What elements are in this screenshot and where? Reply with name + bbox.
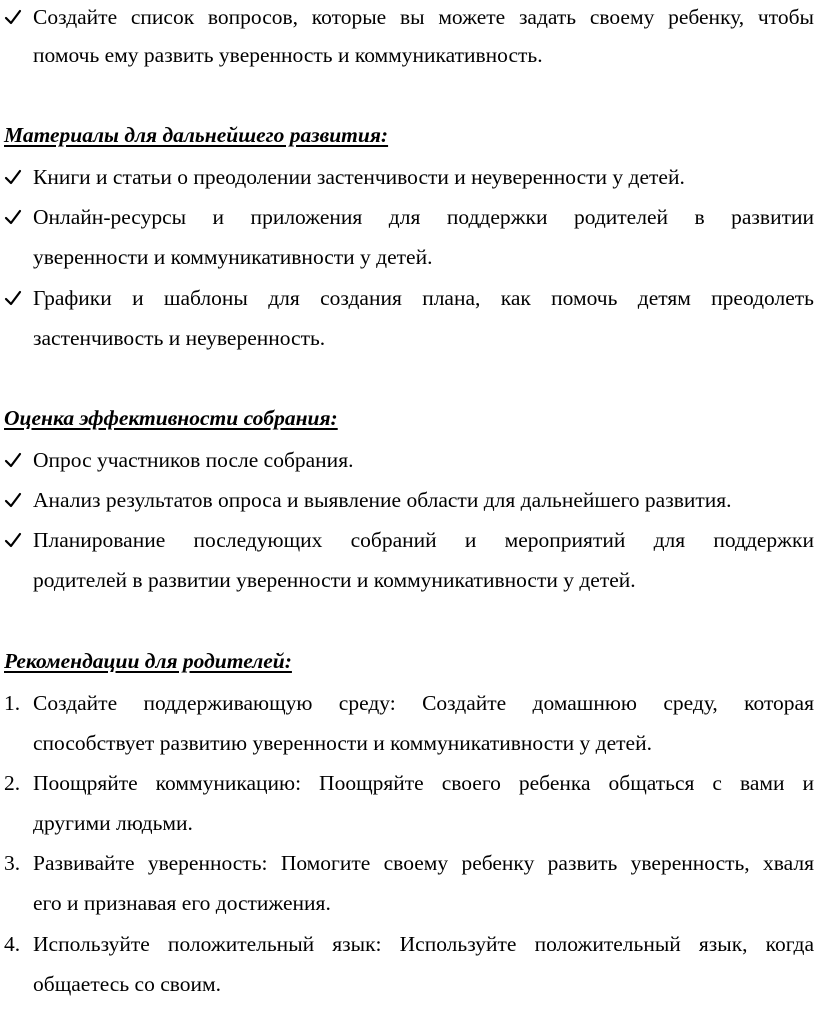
list-number: 1. — [4, 691, 21, 715]
evaluation-item-continued — [0, 560, 816, 600]
checkmark-icon — [4, 157, 28, 197]
section-heading: Рекомендации для родителей: — [4, 649, 292, 673]
item-text-line: Книги и статьи о преодолении застенчивости и неуверенности у детей. — [33, 165, 685, 189]
item-text-line: Онлайн-ресурсы и приложения для поддержки родителей в развитии — [33, 205, 814, 229]
list-number: 3. — [4, 851, 21, 875]
item-text-line: способствует развитию уверенности и коммуникативности у детей. — [33, 731, 652, 755]
materials-item-continued — [0, 237, 816, 277]
recommendation-item — [0, 763, 816, 803]
item-text-line: другими людьми. — [33, 811, 193, 835]
materials-item — [0, 278, 816, 318]
evaluation-item — [0, 440, 816, 480]
section-heading: Материалы для дальнейшего развития: — [4, 123, 389, 147]
checkmark-icon — [4, 520, 28, 560]
recommendation-item — [0, 683, 816, 723]
checkmark-icon — [4, 480, 28, 520]
item-text-line: Опрос участников после собрания. — [33, 448, 354, 472]
checkmark-icon — [4, 278, 28, 318]
section-heading-materials — [0, 115, 816, 155]
item-text-line: уверенности и коммуникативности у детей. — [33, 245, 433, 269]
list-number: 2. — [4, 771, 21, 795]
item-text-line: Создайте поддерживающую среду: Создайте домашнюю среду, которая — [33, 691, 814, 715]
recommendation-item-continued — [0, 723, 816, 763]
section-heading-recommendations — [0, 641, 816, 681]
evaluation-item — [0, 480, 816, 520]
item-text-line: Используйте положительный язык: Используйте положительный язык, когда — [33, 932, 814, 956]
checkmark-icon — [4, 0, 28, 37]
materials-item — [0, 157, 816, 197]
section-heading: Оценка эффективности собрания: — [4, 406, 338, 430]
section-heading-evaluation — [0, 398, 816, 438]
recommendation-item-continued — [0, 803, 816, 843]
materials-item-continued — [0, 318, 816, 358]
item-text-line: общаетесь со своим. — [33, 972, 221, 996]
intro-item — [0, 0, 816, 37]
item-text-line: Развивайте уверенность: Помогите своему ребенку развить уверенность, хваля — [33, 851, 814, 875]
recommendation-item — [0, 924, 816, 964]
item-text-line: Планирование последующих собраний и мероприятий для поддержки — [33, 528, 814, 552]
recommendation-item-continued — [0, 964, 816, 1004]
item-text-line: родителей в развитии уверенности и коммуникативности у детей. — [33, 568, 636, 592]
item-text-line: помочь ему развить уверенность и коммуникативность. — [33, 43, 543, 67]
item-text-line: Создайте список вопросов, которые вы можете задать своему ребенку, чтобы — [33, 5, 814, 29]
item-text-line: его и признавая его достижения. — [33, 891, 331, 915]
item-text-line: застенчивость и неуверенность. — [33, 326, 326, 350]
list-number: 4. — [4, 932, 21, 956]
materials-item — [0, 197, 816, 237]
evaluation-item — [0, 520, 816, 560]
item-text-line: Анализ результатов опроса и выявление области для дальнейшего развития. — [33, 488, 732, 512]
checkmark-icon — [4, 197, 28, 237]
recommendation-item-continued — [0, 883, 816, 923]
checkmark-icon — [4, 440, 28, 480]
recommendation-item — [0, 843, 816, 883]
intro-item-continued — [0, 35, 816, 75]
item-text-line: Поощряйте коммуникацию: Поощряйте своего ребенка общаться с вами и — [33, 771, 814, 795]
item-text-line: Графики и шаблоны для создания плана, как помочь детям преодолеть — [33, 286, 814, 310]
